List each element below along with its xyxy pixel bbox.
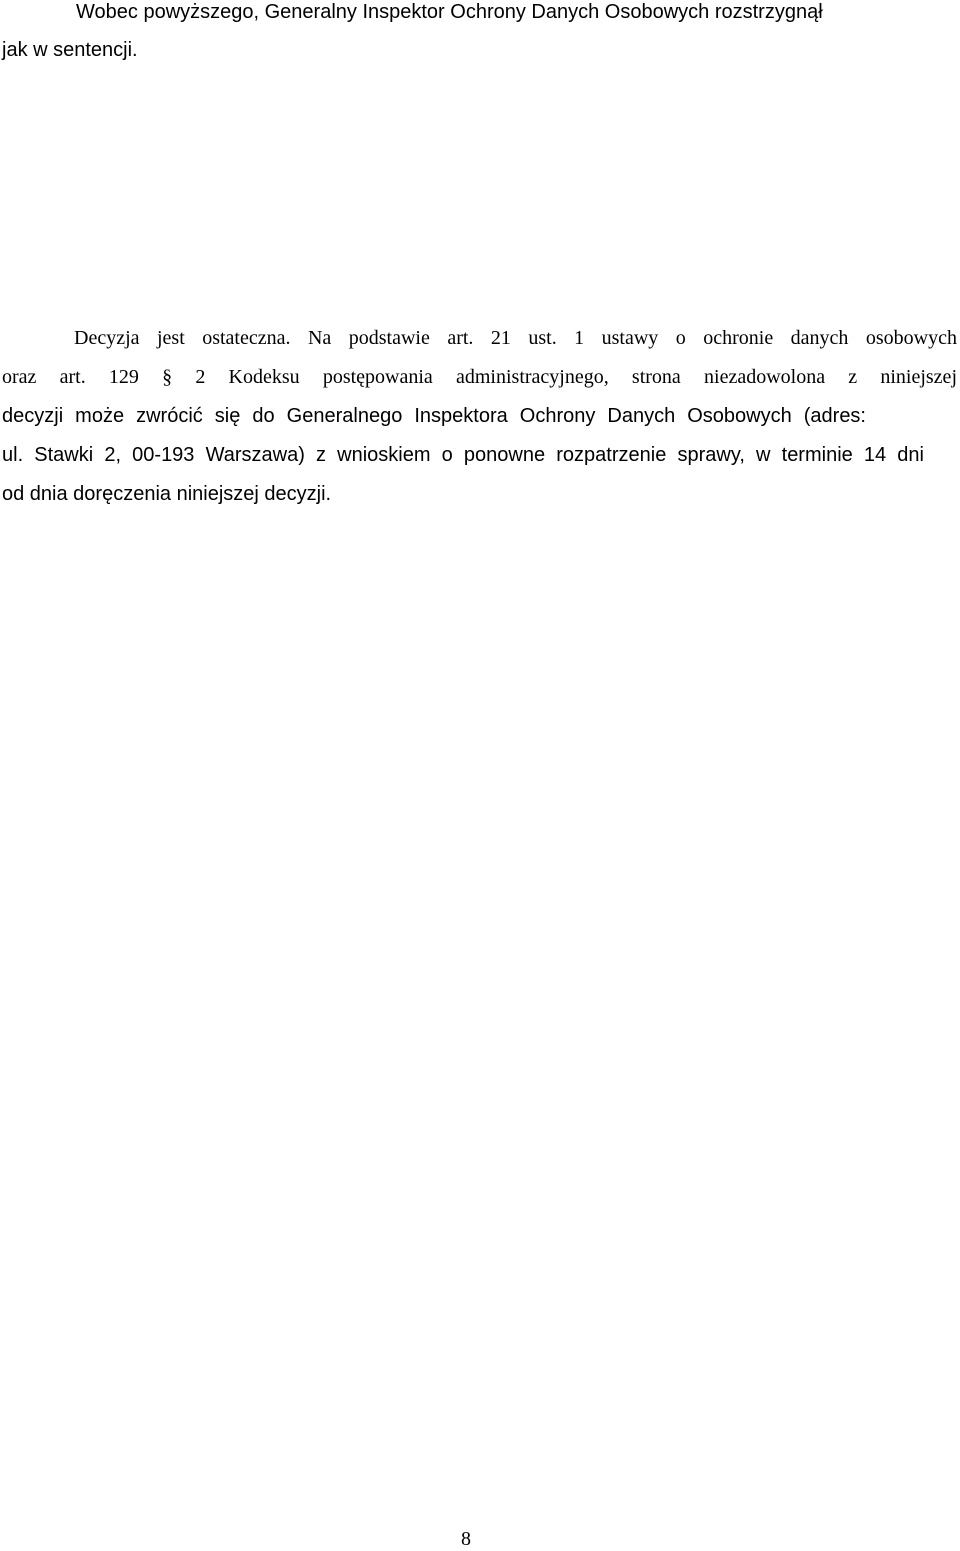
paragraph-1-line-2: jak w sentencji. [2,39,138,61]
paragraph-2-line-5: od dnia doręczenia niniejszej decyzji. [2,483,332,505]
paragraph-1-line-1: Wobec powyższego, Generalny Inspektor Ochrony Danych Osobowych rozstrzygnął [76,1,823,23]
paragraph-2-line-1: Decyzja jest ostateczna. Na podstawie art. 21 ust. 1 ustawy o ochronie danych osobowych [74,327,957,349]
page-number: 8 [461,1528,471,1550]
paragraph-2-line-4: ul. Stawki 2, 00-193 Warszawa) z wnioskiem o ponowne rozpatrzenie sprawy, w terminie 14 dni [2,444,924,466]
paragraph-2-line-2: oraz art. 129 § 2 Kodeksu postępowania administracyjnego, strona niezadowolona z niniejszej [2,366,957,388]
paragraph-2-line-3: decyzji może zwrócić się do Generalnego Inspektora Ochrony Danych Osobowych (adres: [2,405,866,427]
